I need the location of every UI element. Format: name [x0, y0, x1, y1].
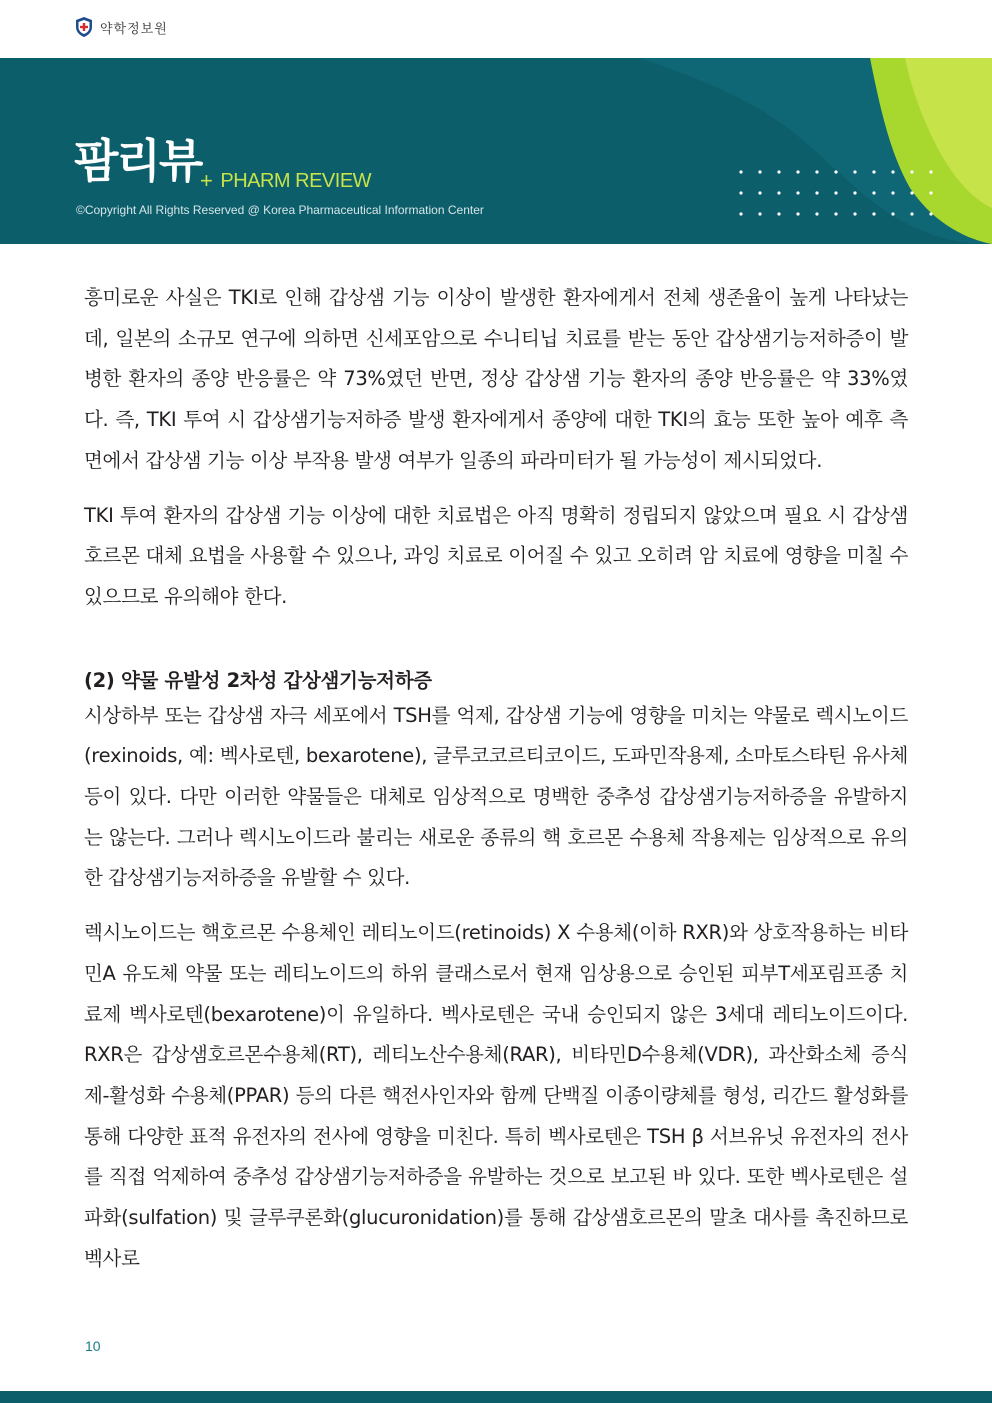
publication-subtitle	[200, 168, 371, 194]
subtitle-text: PHARM REVIEW	[220, 169, 372, 192]
plus-icon: +	[200, 168, 213, 193]
paragraph: 흥미로운 사실은 TKI로 인해 갑상샘 기능 이상이 발생한 환자에게서 전체 생존율이 높게 나타났는데, 일본의 소규모 연구에 의하면 신세포암으로 수니티닙 치료를 받는 동안 갑상샘기능저하증이 발병한 환자의 종양 반응률은 약 73%였던 반면, 정상 갑상샘 기능 환자의 종양 반응률은 약 33%였다. 즉, TKI 투여 시 갑상샘기능저하증 발생 환자에게서 종양에 대한 TKI의 효능 또한 높아 예후 측면에서 갑상샘 기능 이상 부작용 발생 여부가 일종의 파라미터가 될 가능성이 제시되었다.	[84, 286, 908, 472]
page-number: 10	[85, 1338, 101, 1354]
article-body	[84, 278, 908, 1279]
paragraph: 렉시노이드는 핵호르몬 수용체인 레티노이드(retinoids) X 수용체(이하 RXR)와 상호작용하는 비타민A 유도체 약물 또는 레티노이드의 하위 클래스로서 현재 임상용으로 승인된 피부T세포림프종 치료제 벡사로텐(bexarotene)이 유일하다. 벡사로텐은 국내 승인되지 않은 3세대 레티노이드이다. RXR은 갑상샘호르몬수용체(RT), 레티노산수용체(RAR), 비타민D수용체(VDR), 과산화소체 증식제-활성화 수용체(PPAR) 등의 다른 핵전사인자와 함께 단백질 이종이량체를 형성, 리간드 활성화를 통해 다양한 표적 유전자의 전사에 영향을 미친다. 특히 벡사로텐은 TSH β 서브유닛 유전자의 전사를 직접 억제하여 중추성 갑상샘기능저하증을 유발하는 것으로 보고된 바 있다. 또한 벡사로텐은 설파화(sulfation) 및 글루쿠론화(glucuronidation)를 통해 갑상샘호르몬의 말초 대사를 촉진하므로 벡사로	[84, 921, 908, 1270]
header-top	[0, 0, 992, 58]
section-heading: (2) 약물 유발성 2차성 갑상샘기능저하증	[84, 668, 432, 692]
paragraph: 시상하부 또는 갑상샘 자극 세포에서 TSH를 억제, 갑상샘 기능에 영향을 미치는 약물로 렉시노이드(rexinoids, 예: 벡사로텐, bexarotene), 글루코코르티코이드, 도파민작용제, 소마토스타틴 유사체 등이 있다. 다만 이러한 약물들은 대체로 임상적으로 명백한 중추성 갑상샘기능저하증을 유발하지는 않는다. 그러나 렉시노이드라 불리는 새로운 종류의 핵 호르몬 수용체 작용제는 임상적으로 유의한 갑상샘기능저하증을 유발할 수 있다.	[84, 703, 908, 890]
org-logo[interactable]	[74, 16, 168, 38]
copyright-notice: ©Copyright All Rights Reserved @ Korea Pharmaceutical Information Center	[76, 203, 484, 217]
publication-title: 팜리뷰	[74, 134, 202, 188]
footer-bar	[0, 1391, 992, 1403]
paragraph: TKI 투여 환자의 갑상샘 기능 이상에 대한 치료법은 아직 명확히 정립되지 않았으며 필요 시 갑상샘호르몬 대체 요법을 사용할 수 있으나, 과잉 치료로 이어질 수 있고 오히려 암 치료에 영향을 미칠 수 있으므로 유의해야 한다.	[84, 503, 908, 608]
org-name: 약학정보원	[100, 21, 168, 37]
shield-emblem-icon	[74, 16, 94, 38]
